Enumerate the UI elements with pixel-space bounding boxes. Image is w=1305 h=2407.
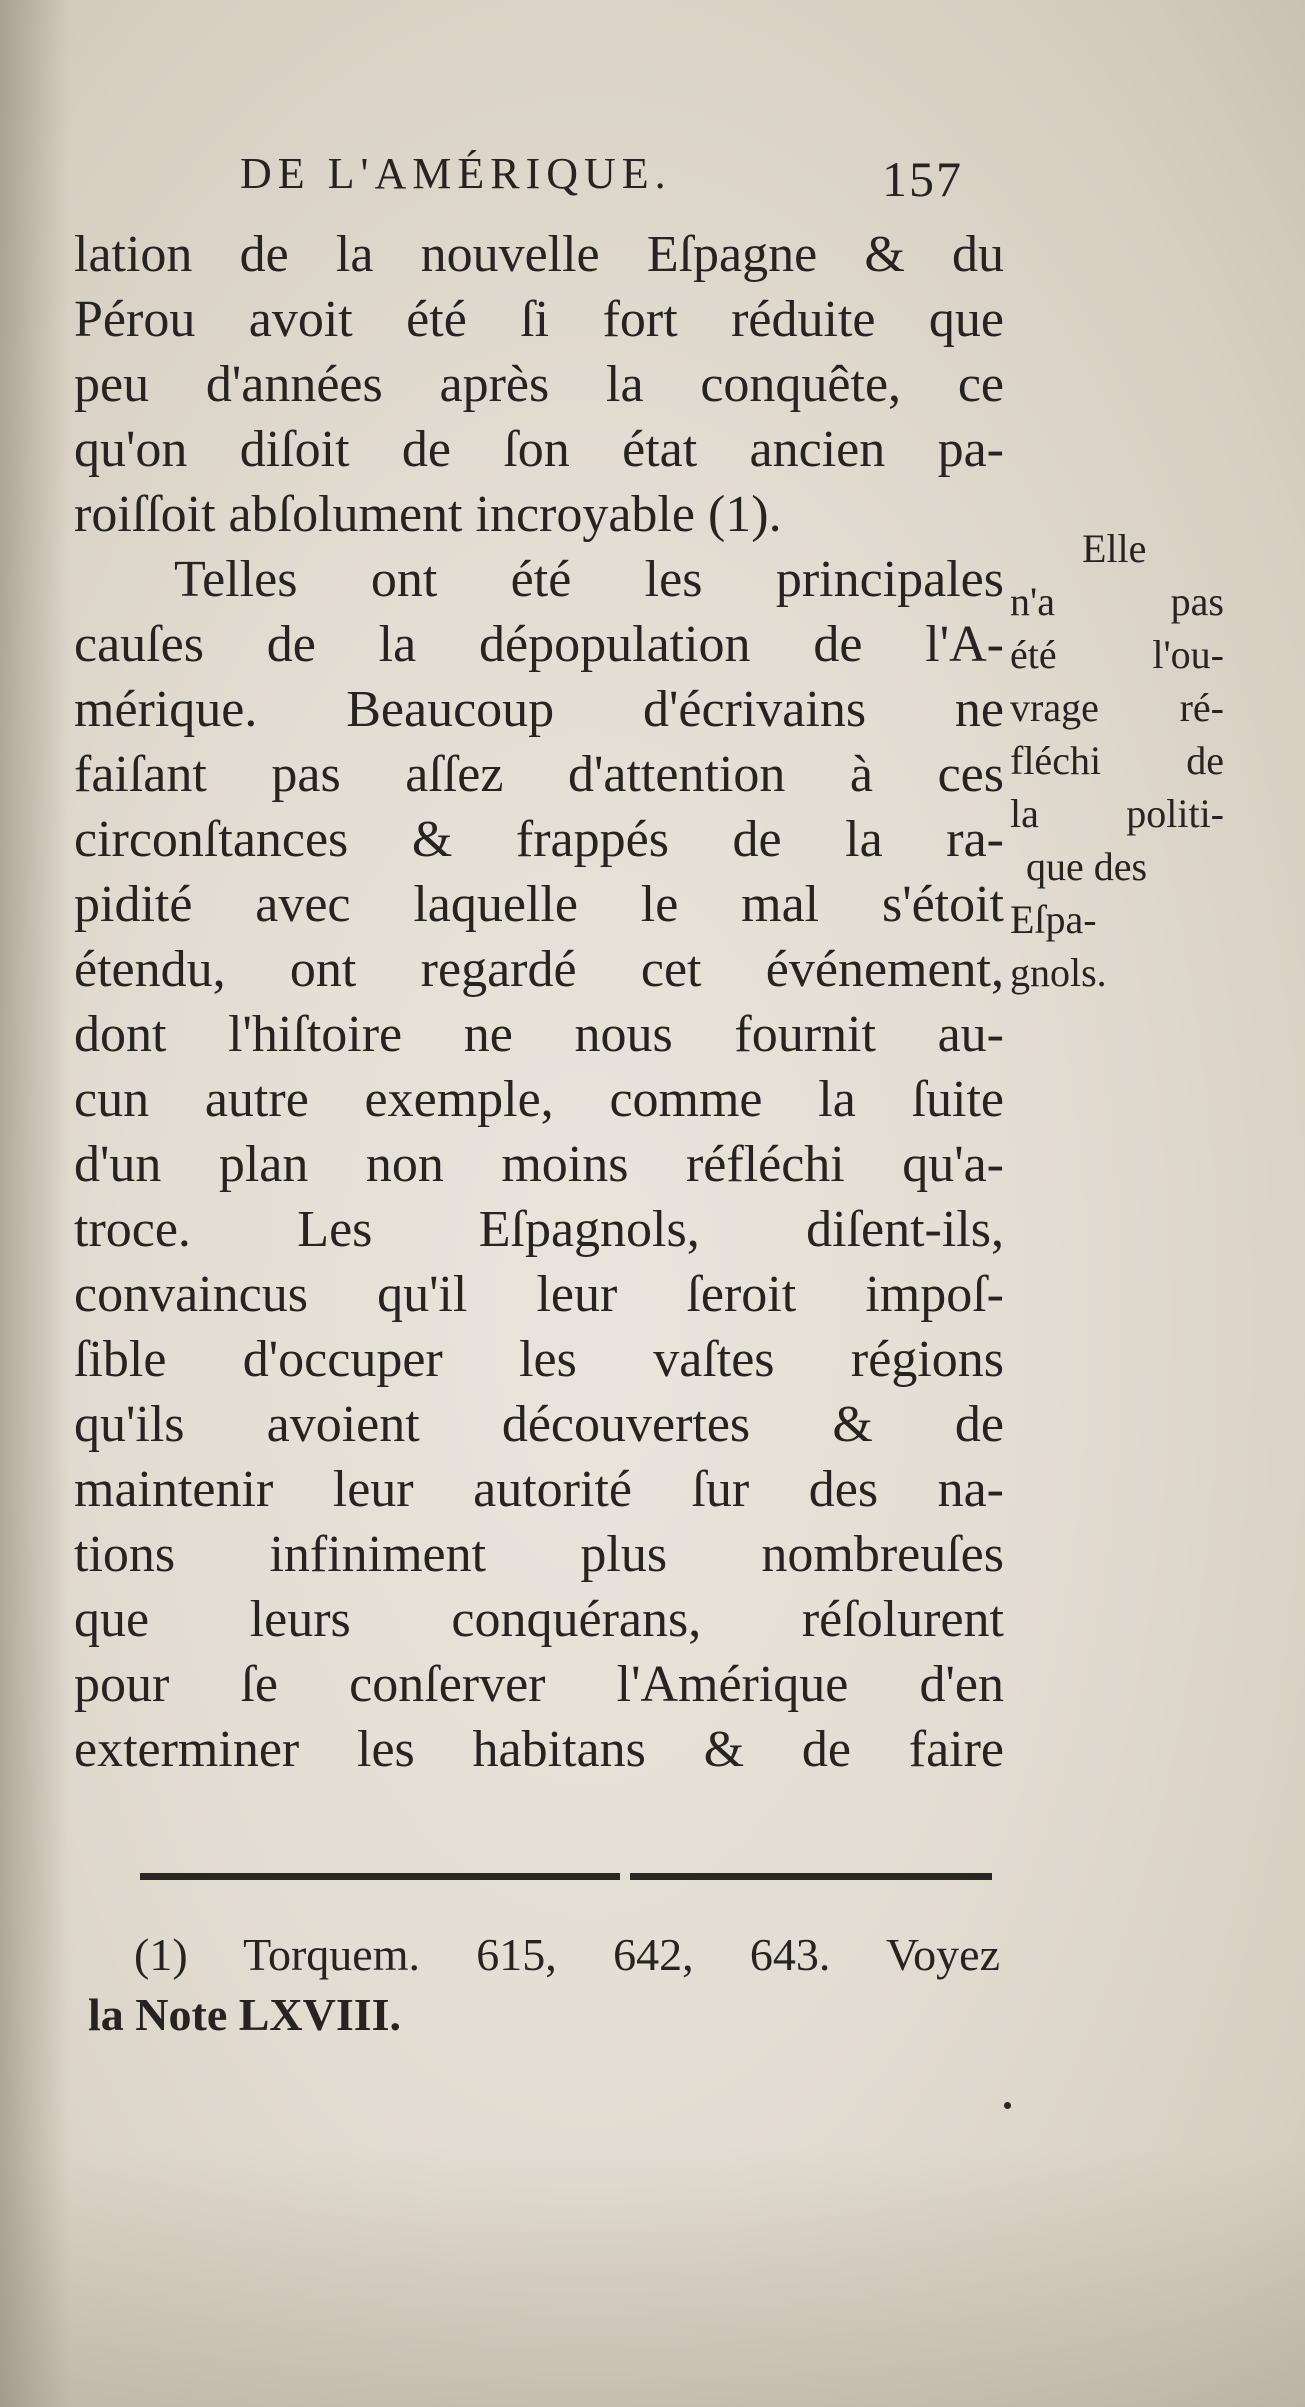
text-line: qu'ils avoient découvertes & de <box>74 1396 1004 1453</box>
marginal-line: que des <box>1026 844 1148 889</box>
footnote-line: la Note LXVIII. <box>88 1989 402 2040</box>
text-line: Pérou avoit été ſi fort réduite que <box>74 291 1004 348</box>
text-line: cun autre exemple, comme la ſuite <box>74 1071 1004 1128</box>
marginal-line: vrage ré- <box>1010 685 1224 730</box>
text-line: maintenir leur autorité ſur des na- <box>74 1461 1004 1518</box>
running-header: DE L'AMÉRIQUE. <box>240 149 672 198</box>
text-line: faiſant pas aſſez d'attention à ces <box>74 746 1004 803</box>
text-line: tions infiniment plus nombreuſes <box>74 1526 1004 1583</box>
footnote-line: (1) Torquem. 615, 642, 643. Voyez <box>134 1929 1000 1980</box>
spine-shadow <box>0 0 70 2407</box>
text-line: étendu, ont regardé cet événement, <box>74 941 1004 998</box>
page-number: 157 <box>882 151 963 207</box>
text-line: roiſſoit abſolument incroyable (1). <box>74 486 782 543</box>
text-line: exterminer les habitans & de faire <box>74 1721 1004 1778</box>
text-line: ſible d'occuper les vaſtes régions <box>74 1331 1004 1388</box>
text-line: mérique. Beaucoup d'écrivains ne <box>74 681 1004 738</box>
text-line: troce. Les Eſpagnols, diſent-ils, <box>74 1201 1004 1258</box>
text-line: lation de la nouvelle Eſpagne & du <box>74 226 1004 283</box>
marginal-line: gnols. <box>1010 950 1107 995</box>
main-text-block <box>74 222 1004 1782</box>
text-line: pidité avec laquelle le mal s'étoit <box>74 876 1004 933</box>
footnote <box>88 1925 1000 2045</box>
text-line: peu d'années après la conquête, ce <box>74 356 1004 413</box>
rule-break <box>620 1872 630 1882</box>
text-line: dont l'hiſtoire ne nous fournit au- <box>74 1006 1004 1063</box>
text-line: circonſtances & frappés de la ra- <box>74 811 1004 868</box>
text-line: qu'on diſoit de ſon état ancien pa- <box>74 421 1004 478</box>
text-line: cauſes de la dépopulation de l'A- <box>74 616 1004 673</box>
marginal-line: la politi- <box>1010 791 1224 836</box>
text-line: d'un plan non moins réfléchi qu'a- <box>74 1136 1004 1193</box>
marginal-line: Elle <box>1082 526 1147 571</box>
text-line: pour ſe conſerver l'Amérique d'en <box>74 1656 1004 1713</box>
text-line-paragraph-start: Telles ont été les principales <box>174 551 1004 608</box>
page-shading <box>0 2147 1305 2407</box>
footnote-separator-rule <box>140 1873 992 1880</box>
text-line: convaincus qu'il leur ſeroit impoſ- <box>74 1266 1004 1323</box>
marginal-line: fléchi de <box>1010 738 1224 783</box>
ink-speck <box>1004 2102 1011 2109</box>
marginal-line: été l'ou- <box>1010 632 1224 677</box>
marginal-line: n'a pas <box>1010 579 1224 624</box>
marginal-note <box>1010 522 1224 999</box>
text-line: que leurs conquérans, réſolurent <box>74 1591 1004 1648</box>
marginal-line: Eſpa- <box>1010 897 1097 942</box>
